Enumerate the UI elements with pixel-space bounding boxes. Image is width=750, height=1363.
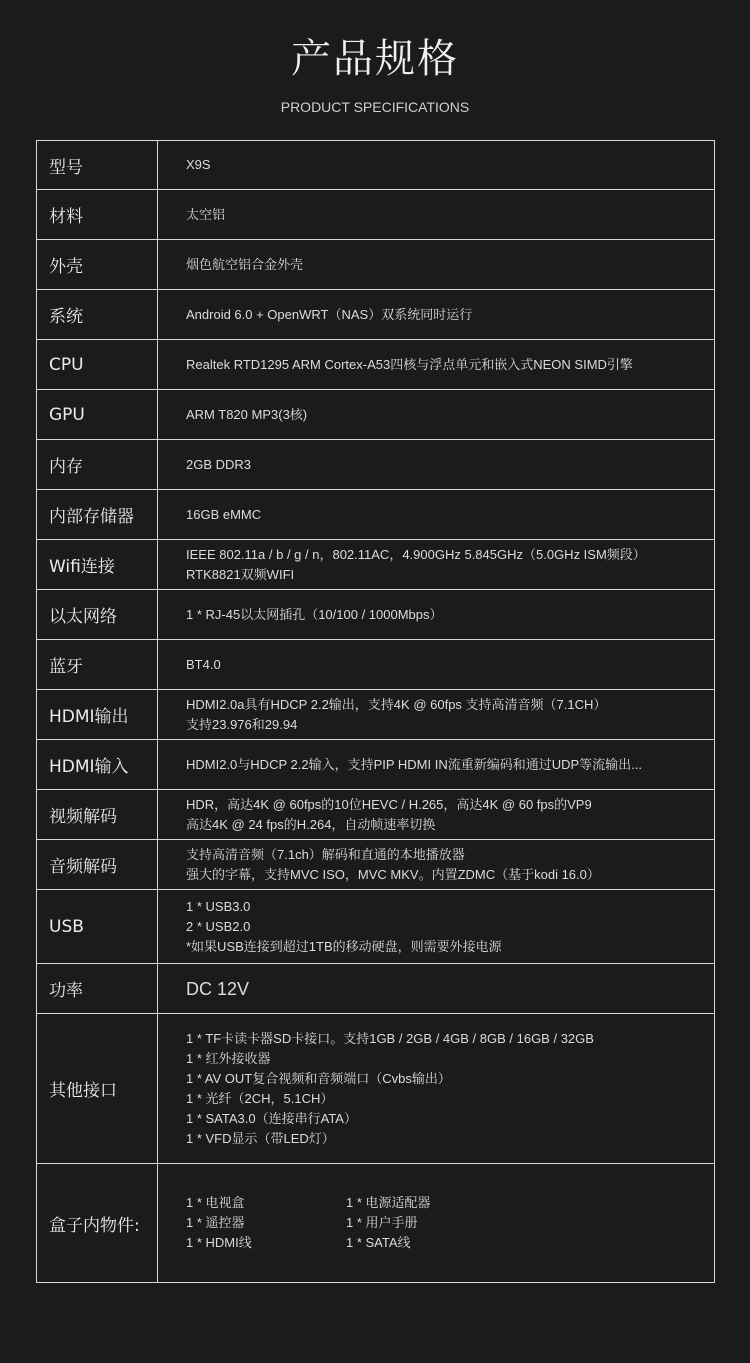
spec-label: 以太网络 xyxy=(37,590,158,640)
spec-label: 音频解码 xyxy=(37,840,158,890)
spec-row-gpu xyxy=(37,390,715,440)
spec-row-hdmi-in xyxy=(37,740,715,790)
spec-row-material xyxy=(37,190,715,240)
spec-value: IEEE 802.11a / b / g / n，802.11AC，4.900GHz 5.845GHz（5.0GHz ISM频段） RTK8821双频WIFI xyxy=(158,540,715,590)
spec-label: 内部存储器 xyxy=(37,490,158,540)
list-item: 1 * SATA线 xyxy=(346,1235,411,1250)
spec-value: HDR，高达4K @ 60fps的10位HEVC / H.265，高达4K @ 60 fps的VP9 高达4K @ 24 fps的H.264，自动帧速率切换 xyxy=(158,790,715,840)
spec-label: GPU xyxy=(37,390,158,440)
spec-label: 功率 xyxy=(37,964,158,1014)
spec-value: X9S xyxy=(158,141,715,190)
spec-row-model xyxy=(37,141,715,190)
spec-value: 1 * USB3.0 2 * USB2.0 *如果USB连接到超过1TB的移动硬盘，则需要外接电源 xyxy=(158,890,715,964)
spec-label: 盒子内物件: xyxy=(37,1164,158,1283)
spec-label: HDMI输出 xyxy=(37,690,158,740)
spec-row-system xyxy=(37,290,715,340)
spec-row-storage xyxy=(37,490,715,540)
spec-table xyxy=(36,140,715,1283)
spec-row-usb xyxy=(37,890,715,964)
page-subtitle: PRODUCT SPECIFICATIONS xyxy=(280,99,470,115)
spec-row-hdmi-out xyxy=(37,690,715,740)
spec-label: CPU xyxy=(37,340,158,390)
spec-label: USB xyxy=(37,890,158,964)
spec-label: 蓝牙 xyxy=(37,640,158,690)
spec-value: Realtek RTD1295 ARM Cortex-A53四核与浮点单元和嵌入式NEON SIMD引擎 xyxy=(158,340,715,390)
spec-row-other-ports xyxy=(37,1014,715,1164)
spec-value: 烟色航空铝合金外壳 xyxy=(158,240,715,290)
spec-row-memory xyxy=(37,440,715,490)
spec-label: 内存 xyxy=(37,440,158,490)
spec-row-shell xyxy=(37,240,715,290)
spec-value: 太空铝 xyxy=(158,190,715,240)
spec-value: 1 * TF卡读卡器SD卡接口。支持1GB / 2GB / 4GB / 8GB / 16GB / 32GB 1 * 红外接收器 1 * AV OUT复合视频和音频端口（Cvbs输出） 1 * 光纤（2CH，5.1CH） 1 * SATA3.0（连接串行ATA） 1 * VFD显示（带LED灯） xyxy=(158,1014,715,1164)
spec-value: HDMI2.0a具有HDCP 2.2输出，支持4K @ 60fps 支持高清音频（7.1CH） 支持23.976和29.94 xyxy=(158,690,715,740)
spec-row-ethernet xyxy=(37,590,715,640)
list-item: 1 * 电源适配器 xyxy=(346,1195,431,1210)
list-item: 1 * HDMI线 xyxy=(186,1235,252,1250)
spec-label: 外壳 xyxy=(37,240,158,290)
spec-label: 材料 xyxy=(37,190,158,240)
spec-value: 16GB eMMC xyxy=(158,490,715,540)
spec-label: 型号 xyxy=(37,141,158,190)
spec-label: Wifi连接 xyxy=(37,540,158,590)
spec-value: HDMI2.0与HDCP 2.2输入，支持PIP HDMI IN流重新编码和通过UDP等流输出... xyxy=(158,740,715,790)
spec-value: 2GB DDR3 xyxy=(158,440,715,490)
spec-row-video-decode xyxy=(37,790,715,840)
spec-row-box-contents xyxy=(37,1164,715,1283)
spec-value: 支持高清音频（7.1ch）解码和直通的本地播放器 强大的字幕，支持MVC ISO，MVC MKV。内置ZDMC（基于kodi 16.0） xyxy=(158,840,715,890)
spec-value: Android 6.0 + OpenWRT（NAS）双系统同时运行 xyxy=(158,290,715,340)
spec-row-power xyxy=(37,964,715,1014)
list-item: 1 * 用户手册 xyxy=(346,1215,418,1230)
spec-value: BT4.0 xyxy=(158,640,715,690)
spec-row-bluetooth xyxy=(37,640,715,690)
spec-value xyxy=(158,1164,715,1283)
list-item: 1 * 遥控器 xyxy=(186,1215,245,1230)
spec-value: DC 12V xyxy=(158,964,715,1014)
spec-label: 其他接口 xyxy=(37,1014,158,1164)
list-item: 1 * 电视盒 xyxy=(186,1195,245,1210)
spec-row-cpu xyxy=(37,340,715,390)
spec-row-wifi xyxy=(37,540,715,590)
spec-label: 系统 xyxy=(37,290,158,340)
spec-value: 1 * RJ-45以太网插孔（10/100 / 1000Mbps） xyxy=(158,590,715,640)
spec-row-audio-decode xyxy=(37,840,715,890)
spec-label: 视频解码 xyxy=(37,790,158,840)
spec-value: ARM T820 MP3(3核) xyxy=(158,390,715,440)
spec-label: HDMI输入 xyxy=(37,740,158,790)
box-contents-list xyxy=(186,1193,708,1253)
page-title: 产品规格 xyxy=(291,36,459,82)
